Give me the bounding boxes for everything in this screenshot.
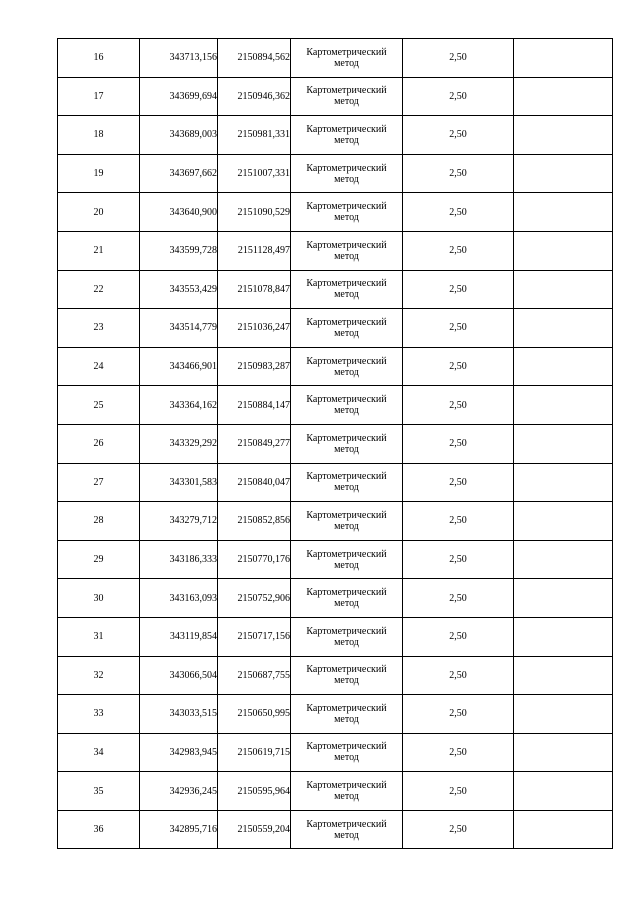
y-coordinate-cell: 2151007,331 [218, 154, 291, 193]
point-number-cell: 36 [58, 810, 140, 849]
y-coordinate-cell: 2150852,856 [218, 502, 291, 541]
method-cell [291, 116, 403, 155]
method-cell [291, 309, 403, 348]
note-cell [514, 347, 613, 386]
y-coordinate-cell: 2150717,156 [218, 617, 291, 656]
method-cell [291, 579, 403, 618]
method-cell [291, 617, 403, 656]
method-line-2: метод [334, 57, 359, 69]
y-coordinate-cell: 2150894,562 [218, 39, 291, 78]
point-number-cell: 16 [58, 39, 140, 78]
method-line-1: Картометрический [306, 239, 387, 251]
point-number-cell: 17 [58, 77, 140, 116]
method-cell [291, 656, 403, 695]
method-line-1: Картометрический [306, 625, 387, 637]
method-line-2: метод [334, 327, 359, 339]
method-line-1: Картометрический [306, 471, 387, 483]
x-coordinate-cell: 343514,779 [140, 309, 218, 348]
x-coordinate-cell: 343599,728 [140, 231, 218, 270]
method-line-1: Картометрический [306, 664, 387, 676]
method-cell [291, 733, 403, 772]
table-row [58, 463, 613, 502]
method-line-2: метод [334, 134, 359, 146]
method-line-1: Картометрический [306, 201, 387, 213]
method-line-1: Картометрический [306, 548, 387, 560]
point-number-cell: 19 [58, 154, 140, 193]
accuracy-cell: 2,50 [403, 309, 514, 348]
accuracy-cell: 2,50 [403, 810, 514, 849]
table-row [58, 424, 613, 463]
y-coordinate-cell: 2151078,847 [218, 270, 291, 309]
table-row [58, 540, 613, 579]
accuracy-cell: 2,50 [403, 617, 514, 656]
accuracy-cell: 2,50 [403, 424, 514, 463]
point-number-cell: 33 [58, 695, 140, 734]
y-coordinate-cell: 2150946,362 [218, 77, 291, 116]
method-line-1: Картометрический [306, 780, 387, 792]
accuracy-cell: 2,50 [403, 154, 514, 193]
accuracy-cell: 2,50 [403, 231, 514, 270]
accuracy-cell: 2,50 [403, 270, 514, 309]
point-number-cell: 25 [58, 386, 140, 425]
note-cell [514, 424, 613, 463]
x-coordinate-cell: 343329,292 [140, 424, 218, 463]
accuracy-cell: 2,50 [403, 502, 514, 541]
note-cell [514, 617, 613, 656]
method-cell [291, 424, 403, 463]
method-line-2: метод [334, 791, 359, 803]
x-coordinate-cell: 343119,854 [140, 617, 218, 656]
method-line-2: метод [334, 713, 359, 725]
y-coordinate-cell: 2150840,047 [218, 463, 291, 502]
x-coordinate-cell: 342983,945 [140, 733, 218, 772]
x-coordinate-cell: 342895,716 [140, 810, 218, 849]
y-coordinate-cell: 2150595,964 [218, 772, 291, 811]
table-row [58, 617, 613, 656]
method-cell [291, 193, 403, 232]
accuracy-cell: 2,50 [403, 193, 514, 232]
table-row [58, 231, 613, 270]
method-cell [291, 347, 403, 386]
method-line-2: метод [334, 96, 359, 108]
method-cell [291, 540, 403, 579]
accuracy-cell: 2,50 [403, 386, 514, 425]
note-cell [514, 77, 613, 116]
method-line-1: Картометрический [306, 818, 387, 830]
coordinates-table-container [57, 38, 612, 849]
method-cell [291, 695, 403, 734]
note-cell [514, 579, 613, 618]
y-coordinate-cell: 2150687,755 [218, 656, 291, 695]
method-line-2: метод [334, 173, 359, 185]
method-line-2: метод [334, 289, 359, 301]
point-number-cell: 30 [58, 579, 140, 618]
note-cell [514, 540, 613, 579]
method-line-1: Картометрический [306, 278, 387, 290]
method-cell [291, 772, 403, 811]
point-number-cell: 27 [58, 463, 140, 502]
note-cell [514, 733, 613, 772]
accuracy-cell: 2,50 [403, 77, 514, 116]
accuracy-cell: 2,50 [403, 733, 514, 772]
point-number-cell: 34 [58, 733, 140, 772]
method-line-2: метод [334, 212, 359, 224]
point-number-cell: 22 [58, 270, 140, 309]
x-coordinate-cell: 343713,156 [140, 39, 218, 78]
note-cell [514, 695, 613, 734]
method-line-1: Картометрический [306, 316, 387, 328]
note-cell [514, 154, 613, 193]
x-coordinate-cell: 343163,093 [140, 579, 218, 618]
y-coordinate-cell: 2151128,497 [218, 231, 291, 270]
table-row [58, 656, 613, 695]
method-line-2: метод [334, 482, 359, 494]
accuracy-cell: 2,50 [403, 540, 514, 579]
note-cell [514, 772, 613, 811]
method-cell [291, 77, 403, 116]
method-cell [291, 502, 403, 541]
x-coordinate-cell: 343279,712 [140, 502, 218, 541]
method-line-2: метод [334, 366, 359, 378]
method-line-1: Картометрический [306, 702, 387, 714]
accuracy-cell: 2,50 [403, 39, 514, 78]
method-line-1: Картометрический [306, 509, 387, 521]
method-cell [291, 39, 403, 78]
table-row [58, 77, 613, 116]
table-row [58, 810, 613, 849]
x-coordinate-cell: 343697,662 [140, 154, 218, 193]
x-coordinate-cell: 342936,245 [140, 772, 218, 811]
y-coordinate-cell: 2151036,247 [218, 309, 291, 348]
method-line-2: метод [334, 520, 359, 532]
method-line-2: метод [334, 829, 359, 841]
point-number-cell: 28 [58, 502, 140, 541]
point-number-cell: 29 [58, 540, 140, 579]
x-coordinate-cell: 343689,003 [140, 116, 218, 155]
point-number-cell: 21 [58, 231, 140, 270]
note-cell [514, 810, 613, 849]
point-number-cell: 32 [58, 656, 140, 695]
y-coordinate-cell: 2150619,715 [218, 733, 291, 772]
method-cell [291, 154, 403, 193]
y-coordinate-cell: 2150981,331 [218, 116, 291, 155]
x-coordinate-cell: 343033,515 [140, 695, 218, 734]
x-coordinate-cell: 343466,901 [140, 347, 218, 386]
y-coordinate-cell: 2150983,287 [218, 347, 291, 386]
accuracy-cell: 2,50 [403, 695, 514, 734]
method-line-1: Картометрический [306, 741, 387, 753]
table-row [58, 309, 613, 348]
table-row [58, 772, 613, 811]
point-number-cell: 24 [58, 347, 140, 386]
method-line-2: метод [334, 675, 359, 687]
table-body [58, 39, 613, 849]
method-line-1: Картометрический [306, 587, 387, 599]
note-cell [514, 231, 613, 270]
method-line-1: Картометрический [306, 46, 387, 58]
y-coordinate-cell: 2150849,277 [218, 424, 291, 463]
table-row [58, 347, 613, 386]
point-number-cell: 35 [58, 772, 140, 811]
x-coordinate-cell: 343186,333 [140, 540, 218, 579]
note-cell [514, 116, 613, 155]
x-coordinate-cell: 343066,504 [140, 656, 218, 695]
method-line-1: Картометрический [306, 85, 387, 97]
note-cell [514, 39, 613, 78]
method-line-2: метод [334, 636, 359, 648]
method-line-1: Картометрический [306, 355, 387, 367]
method-line-2: метод [334, 598, 359, 610]
y-coordinate-cell: 2150770,176 [218, 540, 291, 579]
method-cell [291, 463, 403, 502]
method-line-1: Картометрический [306, 394, 387, 406]
table-row [58, 39, 613, 78]
method-cell [291, 810, 403, 849]
y-coordinate-cell: 2150884,147 [218, 386, 291, 425]
point-number-cell: 23 [58, 309, 140, 348]
y-coordinate-cell: 2150752,906 [218, 579, 291, 618]
method-line-1: Картометрический [306, 123, 387, 135]
note-cell [514, 386, 613, 425]
coordinates-table [57, 38, 613, 849]
method-cell [291, 386, 403, 425]
x-coordinate-cell: 343364,162 [140, 386, 218, 425]
method-line-2: метод [334, 443, 359, 455]
point-number-cell: 20 [58, 193, 140, 232]
table-row [58, 154, 613, 193]
note-cell [514, 502, 613, 541]
accuracy-cell: 2,50 [403, 772, 514, 811]
method-line-2: метод [334, 752, 359, 764]
accuracy-cell: 2,50 [403, 347, 514, 386]
point-number-cell: 31 [58, 617, 140, 656]
table-row [58, 116, 613, 155]
table-row [58, 695, 613, 734]
method-line-2: метод [334, 559, 359, 571]
note-cell [514, 193, 613, 232]
table-row [58, 270, 613, 309]
method-line-1: Картометрический [306, 162, 387, 174]
table-row [58, 193, 613, 232]
x-coordinate-cell: 343699,694 [140, 77, 218, 116]
x-coordinate-cell: 343640,900 [140, 193, 218, 232]
method-line-2: метод [334, 405, 359, 417]
accuracy-cell: 2,50 [403, 656, 514, 695]
y-coordinate-cell: 2151090,529 [218, 193, 291, 232]
table-row [58, 386, 613, 425]
accuracy-cell: 2,50 [403, 116, 514, 155]
point-number-cell: 26 [58, 424, 140, 463]
method-cell [291, 231, 403, 270]
x-coordinate-cell: 343553,429 [140, 270, 218, 309]
x-coordinate-cell: 343301,583 [140, 463, 218, 502]
note-cell [514, 309, 613, 348]
point-number-cell: 18 [58, 116, 140, 155]
table-row [58, 579, 613, 618]
note-cell [514, 463, 613, 502]
note-cell [514, 270, 613, 309]
y-coordinate-cell: 2150559,204 [218, 810, 291, 849]
table-row [58, 502, 613, 541]
table-row [58, 733, 613, 772]
method-line-1: Картометрический [306, 432, 387, 444]
method-cell [291, 270, 403, 309]
accuracy-cell: 2,50 [403, 579, 514, 618]
method-line-2: метод [334, 250, 359, 262]
y-coordinate-cell: 2150650,995 [218, 695, 291, 734]
accuracy-cell: 2,50 [403, 463, 514, 502]
note-cell [514, 656, 613, 695]
